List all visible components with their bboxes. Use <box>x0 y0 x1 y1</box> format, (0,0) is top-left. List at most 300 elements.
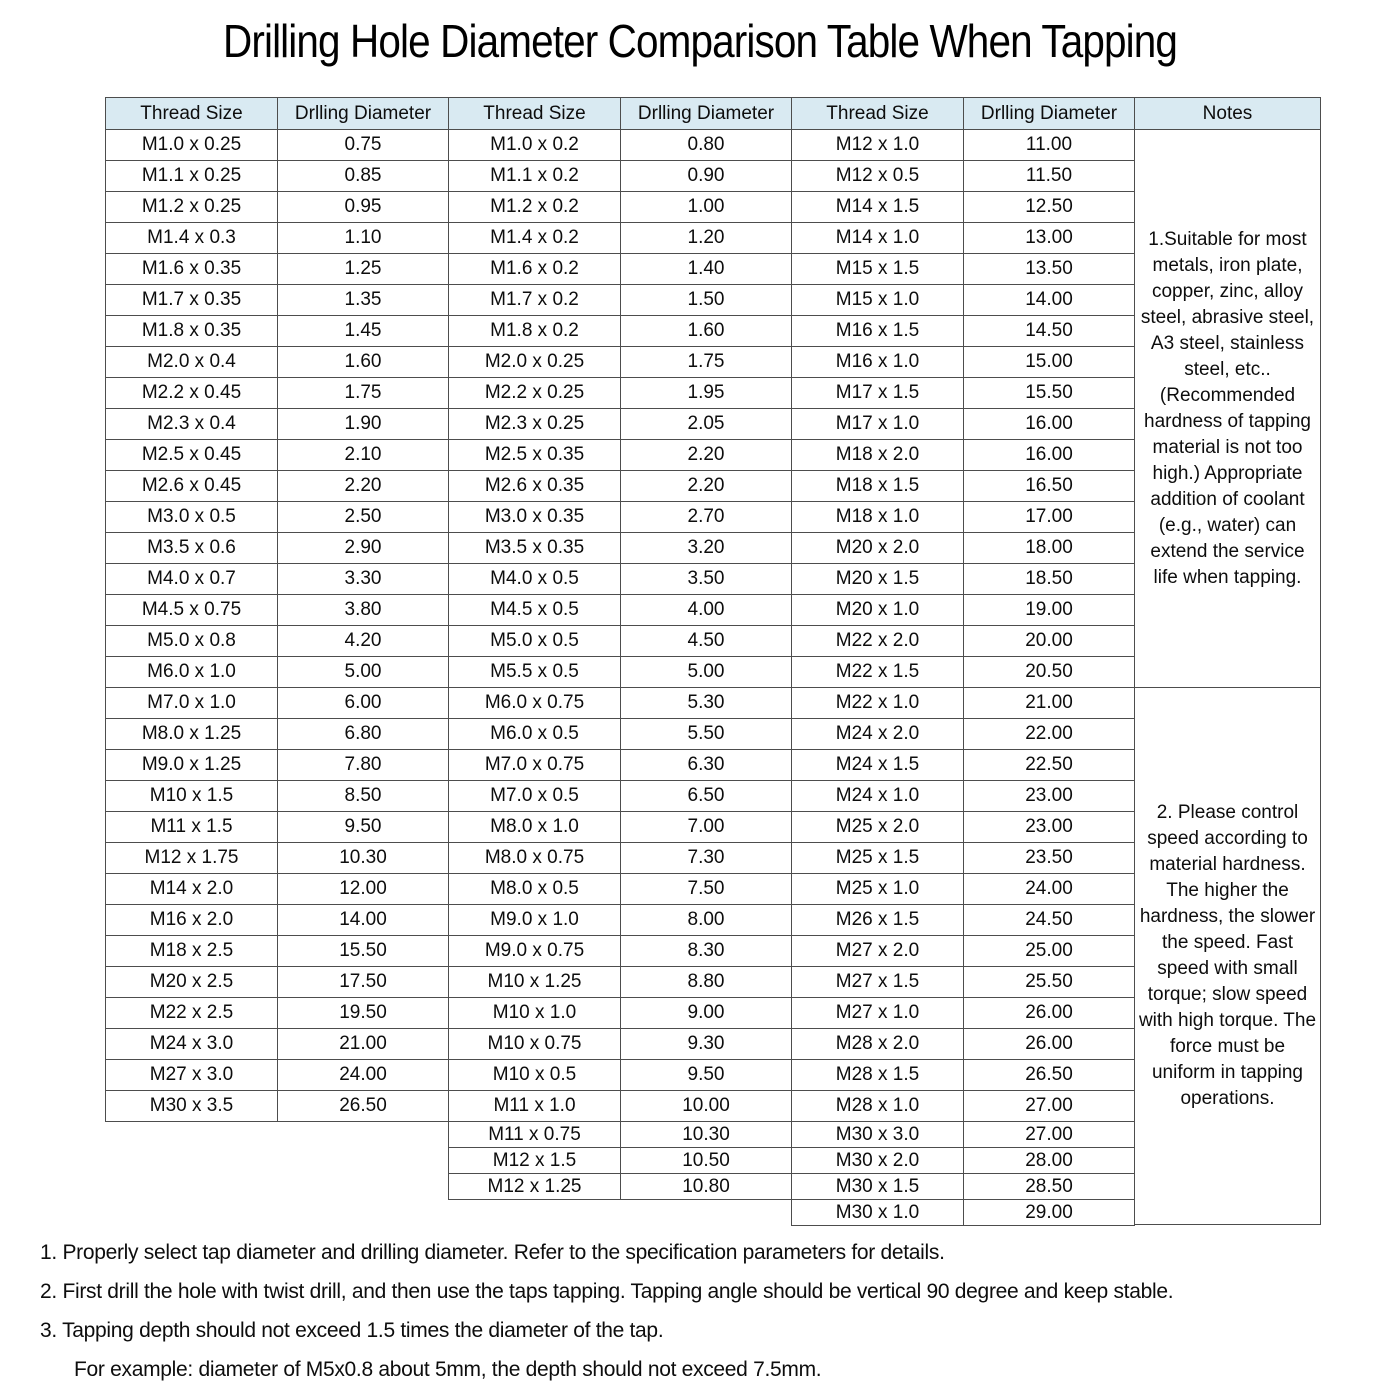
thread-size-cell: M27 x 1.5 <box>792 967 964 998</box>
drill-diameter-cell: 10.80 <box>621 1174 792 1200</box>
table-row <box>792 1029 1135 1060</box>
drill-diameter-cell: 1.60 <box>278 347 449 378</box>
header-row <box>106 98 449 130</box>
drill-diameter-cell: 11.50 <box>964 161 1135 192</box>
thread-size-cell: M27 x 2.0 <box>792 936 964 967</box>
table-row <box>449 812 792 843</box>
thread-size-cell: M6.0 x 1.0 <box>106 657 278 688</box>
drill-diameter-cell: 8.50 <box>278 781 449 812</box>
thread-size-cell: M7.0 x 0.5 <box>449 781 621 812</box>
table-row <box>449 905 792 936</box>
drill-diameter-cell: 24.50 <box>964 905 1135 936</box>
thread-size-cell: M3.5 x 0.35 <box>449 533 621 564</box>
thread-size-cell: M4.0 x 0.5 <box>449 564 621 595</box>
thread-table-group1 <box>105 97 449 1122</box>
drill-diameter-cell: 0.80 <box>621 130 792 161</box>
thread-size-cell: M30 x 3.5 <box>106 1091 278 1122</box>
table-row <box>106 223 449 254</box>
drill-diameter-cell: 1.90 <box>278 409 449 440</box>
table-row <box>449 688 792 719</box>
table-row <box>792 316 1135 347</box>
thread-size-cell: M1.1 x 0.2 <box>449 161 621 192</box>
drill-diameter-cell: 26.00 <box>964 998 1135 1029</box>
table-row <box>792 440 1135 471</box>
table-row <box>449 1148 792 1174</box>
thread-table-group2 <box>448 97 792 1200</box>
drill-diameter-cell: 2.70 <box>621 502 792 533</box>
drill-diameter-cell: 12.00 <box>278 874 449 905</box>
thread-size-cell: M14 x 1.5 <box>792 192 964 223</box>
table-row <box>792 1200 1135 1226</box>
table-row <box>449 409 792 440</box>
drill-diameter-cell: 7.00 <box>621 812 792 843</box>
drill-diameter-cell: 11.00 <box>964 130 1135 161</box>
table-row <box>106 502 449 533</box>
table-row <box>449 533 792 564</box>
drill-diameter-cell: 2.10 <box>278 440 449 471</box>
drill-diameter-cell: 22.50 <box>964 750 1135 781</box>
table-row <box>449 223 792 254</box>
thread-size-cell: M24 x 2.0 <box>792 719 964 750</box>
notes-cell-1: 1.Suitable for most metals, iron plate, copper, zinc, alloy steel, abrasive steel, A3 steel, stainless steel, etc..(Recommended hardness of tapping material is not too high.) Appropriate addition of coolant (e.g., water) can extend the service life when tapping. <box>1134 130 1321 688</box>
table-row <box>106 657 449 688</box>
thread-size-cell: M12 x 1.25 <box>449 1174 621 1200</box>
drill-diameter-cell: 14.50 <box>964 316 1135 347</box>
table-row <box>449 1029 792 1060</box>
thread-size-cell: M1.7 x 0.35 <box>106 285 278 316</box>
drill-diameter-cell: 0.85 <box>278 161 449 192</box>
footer-note-1: 1. Properly select tap diameter and drilling diameter. Refer to the specification parameters for details. <box>40 1241 945 1264</box>
drill-diameter-cell: 16.00 <box>964 440 1135 471</box>
thread-size-cell: M15 x 1.5 <box>792 254 964 285</box>
table-row <box>106 564 449 595</box>
thread-size-cell: M10 x 0.75 <box>449 1029 621 1060</box>
drill-diameter-cell: 18.00 <box>964 533 1135 564</box>
thread-size-cell: M10 x 1.5 <box>106 781 278 812</box>
thread-size-header: Thread Size <box>449 98 621 130</box>
table-row <box>792 595 1135 626</box>
table-row <box>792 471 1135 502</box>
drill-diameter-cell: 4.00 <box>621 595 792 626</box>
drill-diameter-cell: 23.00 <box>964 812 1135 843</box>
drill-diameter-cell: 1.50 <box>621 285 792 316</box>
thread-size-cell: M1.4 x 0.2 <box>449 223 621 254</box>
table-row <box>106 471 449 502</box>
drill-diameter-cell: 1.45 <box>278 316 449 347</box>
drill-diameter-cell: 7.30 <box>621 843 792 874</box>
drill-diameter-cell: 5.30 <box>621 688 792 719</box>
table-row <box>449 1174 792 1200</box>
table-row <box>792 781 1135 812</box>
thread-size-cell: M9.0 x 1.0 <box>449 905 621 936</box>
table-row <box>106 719 449 750</box>
thread-size-cell: M1.2 x 0.25 <box>106 192 278 223</box>
drill-diameter-cell: 6.00 <box>278 688 449 719</box>
table-row <box>449 781 792 812</box>
drill-diameter-cell: 25.50 <box>964 967 1135 998</box>
thread-size-cell: M4.5 x 0.5 <box>449 595 621 626</box>
drill-diameter-cell: 26.50 <box>964 1060 1135 1091</box>
table-row <box>449 161 792 192</box>
drill-diameter-cell: 1.95 <box>621 378 792 409</box>
drill-diameter-cell: 9.30 <box>621 1029 792 1060</box>
thread-size-cell: M20 x 1.0 <box>792 595 964 626</box>
table-row <box>449 471 792 502</box>
thread-size-cell: M8.0 x 0.75 <box>449 843 621 874</box>
thread-size-cell: M2.0 x 0.25 <box>449 347 621 378</box>
thread-size-cell: M22 x 2.5 <box>106 998 278 1029</box>
thread-size-cell: M2.2 x 0.25 <box>449 378 621 409</box>
table-row <box>792 998 1135 1029</box>
table-row <box>792 223 1135 254</box>
drill-diameter-cell: 10.00 <box>621 1091 792 1122</box>
table-row <box>106 1091 449 1122</box>
thread-size-cell: M2.3 x 0.4 <box>106 409 278 440</box>
notes-column <box>1134 97 1321 1225</box>
notes-header: Notes <box>1134 97 1321 130</box>
thread-size-cell: M20 x 2.0 <box>792 533 964 564</box>
table-row <box>449 316 792 347</box>
table-row <box>106 409 449 440</box>
thread-size-cell: M1.8 x 0.35 <box>106 316 278 347</box>
drill-diameter-cell: 9.50 <box>621 1060 792 1091</box>
drill-diameter-cell: 5.50 <box>621 719 792 750</box>
drill-diameter-cell: 16.00 <box>964 409 1135 440</box>
drill-diameter-cell: 6.50 <box>621 781 792 812</box>
table-row <box>106 254 449 285</box>
thread-size-cell: M1.8 x 0.2 <box>449 316 621 347</box>
table-row <box>106 905 449 936</box>
drill-diameter-cell: 3.20 <box>621 533 792 564</box>
table-row <box>792 1122 1135 1148</box>
drill-diameter-cell: 5.00 <box>278 657 449 688</box>
thread-size-cell: M1.7 x 0.2 <box>449 285 621 316</box>
table-row <box>792 254 1135 285</box>
table-row <box>449 874 792 905</box>
drill-diameter-cell: 12.50 <box>964 192 1135 223</box>
table-row <box>792 564 1135 595</box>
table-row <box>106 285 449 316</box>
thread-size-cell: M20 x 1.5 <box>792 564 964 595</box>
thread-size-cell: M6.0 x 0.5 <box>449 719 621 750</box>
table-row <box>792 1174 1135 1200</box>
table-row <box>792 1060 1135 1091</box>
thread-size-cell: M3.0 x 0.5 <box>106 502 278 533</box>
table-row <box>106 843 449 874</box>
drill-diameter-cell: 1.00 <box>621 192 792 223</box>
table-row <box>106 192 449 223</box>
thread-size-cell: M25 x 1.5 <box>792 843 964 874</box>
table-row <box>106 936 449 967</box>
drill-diameter-cell: 3.30 <box>278 564 449 595</box>
thread-size-cell: M1.6 x 0.2 <box>449 254 621 285</box>
drill-diameter-cell: 8.30 <box>621 936 792 967</box>
thread-size-cell: M2.5 x 0.45 <box>106 440 278 471</box>
drill-diameter-cell: 22.00 <box>964 719 1135 750</box>
drill-diameter-cell: 15.50 <box>278 936 449 967</box>
thread-size-cell: M12 x 1.0 <box>792 130 964 161</box>
table-row <box>449 595 792 626</box>
drill-diameter-cell: 4.50 <box>621 626 792 657</box>
table-row <box>449 750 792 781</box>
drill-diameter-cell: 1.35 <box>278 285 449 316</box>
table-row <box>449 843 792 874</box>
table-row <box>449 1060 792 1091</box>
drill-diameter-cell: 5.00 <box>621 657 792 688</box>
thread-size-cell: M22 x 2.0 <box>792 626 964 657</box>
table-row <box>792 409 1135 440</box>
thread-size-cell: M12 x 1.5 <box>449 1148 621 1174</box>
table-row <box>449 626 792 657</box>
drill-diameter-cell: 14.00 <box>964 285 1135 316</box>
drilling-diameter-header: Drlling Diameter <box>964 98 1135 130</box>
drill-diameter-cell: 29.00 <box>964 1200 1135 1226</box>
thread-size-cell: M2.5 x 0.35 <box>449 440 621 471</box>
table-row <box>449 347 792 378</box>
table-row <box>792 285 1135 316</box>
table-row <box>449 998 792 1029</box>
thread-size-cell: M10 x 0.5 <box>449 1060 621 1091</box>
table-row <box>106 967 449 998</box>
thread-size-cell: M4.0 x 0.7 <box>106 564 278 595</box>
table-row <box>106 1060 449 1091</box>
drill-diameter-cell: 8.80 <box>621 967 792 998</box>
drilling-diameter-header: Drlling Diameter <box>621 98 792 130</box>
drill-diameter-cell: 25.00 <box>964 936 1135 967</box>
thread-size-cell: M16 x 1.5 <box>792 316 964 347</box>
thread-size-cell: M1.4 x 0.3 <box>106 223 278 254</box>
thread-size-cell: M7.0 x 0.75 <box>449 750 621 781</box>
drill-diameter-cell: 14.00 <box>278 905 449 936</box>
thread-size-cell: M5.5 x 0.5 <box>449 657 621 688</box>
table-row <box>792 905 1135 936</box>
drill-diameter-cell: 24.00 <box>278 1060 449 1091</box>
thread-size-cell: M8.0 x 1.0 <box>449 812 621 843</box>
table-row <box>792 130 1135 161</box>
drill-diameter-cell: 1.75 <box>621 347 792 378</box>
drill-diameter-cell: 28.00 <box>964 1148 1135 1174</box>
thread-size-cell: M22 x 1.5 <box>792 657 964 688</box>
thread-size-cell: M30 x 3.0 <box>792 1122 964 1148</box>
table-row <box>792 874 1135 905</box>
drill-diameter-cell: 6.30 <box>621 750 792 781</box>
table-row <box>449 285 792 316</box>
table-row <box>792 502 1135 533</box>
table-row <box>449 378 792 409</box>
table-row <box>792 347 1135 378</box>
thread-size-cell: M30 x 1.5 <box>792 1174 964 1200</box>
drill-diameter-cell: 7.50 <box>621 874 792 905</box>
thread-size-cell: M1.1 x 0.25 <box>106 161 278 192</box>
thread-size-cell: M28 x 1.0 <box>792 1091 964 1122</box>
drill-diameter-cell: 23.00 <box>964 781 1135 812</box>
table-row <box>106 1029 449 1060</box>
drill-diameter-cell: 8.00 <box>621 905 792 936</box>
footer-note-example: For example: diameter of M5x0.8 about 5mm, the depth should not exceed 7.5mm. <box>74 1358 822 1381</box>
thread-size-cell: M25 x 2.0 <box>792 812 964 843</box>
thread-size-cell: M24 x 1.0 <box>792 781 964 812</box>
drill-diameter-cell: 17.50 <box>278 967 449 998</box>
drill-diameter-cell: 19.00 <box>964 595 1135 626</box>
footer-note-3: 3. Tapping depth should not exceed 1.5 times the diameter of the tap. <box>40 1319 664 1342</box>
drill-diameter-cell: 2.20 <box>278 471 449 502</box>
thread-size-cell: M5.0 x 0.8 <box>106 626 278 657</box>
thread-size-cell: M14 x 2.0 <box>106 874 278 905</box>
drill-diameter-cell: 20.50 <box>964 657 1135 688</box>
drill-diameter-cell: 16.50 <box>964 471 1135 502</box>
table-row <box>106 161 449 192</box>
table-row <box>449 1122 792 1148</box>
thread-size-cell: M27 x 3.0 <box>106 1060 278 1091</box>
drill-diameter-cell: 19.50 <box>278 998 449 1029</box>
thread-size-cell: M30 x 1.0 <box>792 1200 964 1226</box>
drill-diameter-cell: 15.00 <box>964 347 1135 378</box>
table-row <box>792 1091 1135 1122</box>
thread-size-cell: M18 x 1.5 <box>792 471 964 502</box>
drilling-diameter-header: Drlling Diameter <box>278 98 449 130</box>
table-row <box>106 750 449 781</box>
notes-cell-2: 2. Please control speed according to material hardness. The higher the hardness, the slower the speed. Fast speed with small torque; slow speed with high torque. The force must be uniform in tapping operations. <box>1134 688 1321 1225</box>
thread-size-cell: M17 x 1.0 <box>792 409 964 440</box>
drill-diameter-cell: 15.50 <box>964 378 1135 409</box>
thread-size-cell: M4.5 x 0.75 <box>106 595 278 626</box>
table-row <box>449 1091 792 1122</box>
thread-size-cell: M1.0 x 0.2 <box>449 130 621 161</box>
table-row <box>106 781 449 812</box>
thread-size-cell: M9.0 x 0.75 <box>449 936 621 967</box>
drill-diameter-cell: 1.40 <box>621 254 792 285</box>
thread-size-cell: M26 x 1.5 <box>792 905 964 936</box>
drill-diameter-cell: 24.00 <box>964 874 1135 905</box>
thread-size-cell: M2.0 x 0.4 <box>106 347 278 378</box>
drill-diameter-cell: 1.20 <box>621 223 792 254</box>
footer-notes <box>40 1238 1370 1394</box>
table-row <box>106 130 449 161</box>
drill-diameter-cell: 10.30 <box>278 843 449 874</box>
table-row <box>106 812 449 843</box>
thread-size-cell: M20 x 2.5 <box>106 967 278 998</box>
thread-size-cell: M18 x 2.5 <box>106 936 278 967</box>
table-row <box>792 750 1135 781</box>
table-row <box>792 936 1135 967</box>
drill-diameter-cell: 6.80 <box>278 719 449 750</box>
thread-size-cell: M1.0 x 0.25 <box>106 130 278 161</box>
thread-size-cell: M17 x 1.5 <box>792 378 964 409</box>
thread-size-cell: M2.6 x 0.45 <box>106 471 278 502</box>
thread-size-cell: M6.0 x 0.75 <box>449 688 621 719</box>
table-row <box>106 874 449 905</box>
drill-diameter-cell: 0.90 <box>621 161 792 192</box>
drill-diameter-cell: 1.10 <box>278 223 449 254</box>
drill-diameter-cell: 10.30 <box>621 1122 792 1148</box>
thread-size-cell: M10 x 1.0 <box>449 998 621 1029</box>
thread-size-header: Thread Size <box>106 98 278 130</box>
thread-size-cell: M10 x 1.25 <box>449 967 621 998</box>
table-row <box>106 998 449 1029</box>
thread-table-group3 <box>791 97 1135 1226</box>
drill-diameter-cell: 27.00 <box>964 1091 1135 1122</box>
drill-diameter-cell: 7.80 <box>278 750 449 781</box>
table-row <box>792 378 1135 409</box>
thread-size-cell: M11 x 1.5 <box>106 812 278 843</box>
drill-diameter-cell: 2.20 <box>621 471 792 502</box>
thread-size-cell: M1.6 x 0.35 <box>106 254 278 285</box>
thread-size-cell: M24 x 3.0 <box>106 1029 278 1060</box>
drill-diameter-cell: 2.90 <box>278 533 449 564</box>
drill-diameter-cell: 1.60 <box>621 316 792 347</box>
table-row <box>106 626 449 657</box>
table-row <box>106 440 449 471</box>
drill-diameter-cell: 3.50 <box>621 564 792 595</box>
table-row <box>792 626 1135 657</box>
thread-size-cell: M3.0 x 0.35 <box>449 502 621 533</box>
thread-size-cell: M8.0 x 1.25 <box>106 719 278 750</box>
table-row <box>792 161 1135 192</box>
drill-diameter-cell: 23.50 <box>964 843 1135 874</box>
thread-size-cell: M16 x 1.0 <box>792 347 964 378</box>
drill-diameter-cell: 28.50 <box>964 1174 1135 1200</box>
thread-size-cell: M15 x 1.0 <box>792 285 964 316</box>
drill-diameter-cell: 4.20 <box>278 626 449 657</box>
table-row <box>449 936 792 967</box>
thread-size-cell: M7.0 x 1.0 <box>106 688 278 719</box>
drill-diameter-cell: 1.25 <box>278 254 449 285</box>
table-row <box>106 533 449 564</box>
drill-diameter-cell: 3.80 <box>278 595 449 626</box>
table-row <box>449 130 792 161</box>
thread-size-cell: M25 x 1.0 <box>792 874 964 905</box>
drill-diameter-cell: 9.00 <box>621 998 792 1029</box>
thread-size-cell: M16 x 2.0 <box>106 905 278 936</box>
thread-size-cell: M18 x 1.0 <box>792 502 964 533</box>
thread-size-cell: M3.5 x 0.6 <box>106 533 278 564</box>
drill-diameter-cell: 18.50 <box>964 564 1135 595</box>
table-row <box>449 657 792 688</box>
table-row <box>106 688 449 719</box>
thread-size-cell: M11 x 0.75 <box>449 1122 621 1148</box>
table-row <box>106 378 449 409</box>
table-row <box>449 192 792 223</box>
thread-size-cell: M28 x 2.0 <box>792 1029 964 1060</box>
footer-note-2: 2. First drill the hole with twist drill, and then use the taps tapping. Tapping angle should be vertical 90 degree and keep stable. <box>40 1280 1174 1303</box>
table-row <box>792 657 1135 688</box>
drill-diameter-cell: 2.20 <box>621 440 792 471</box>
drill-diameter-cell: 13.50 <box>964 254 1135 285</box>
thread-size-cell: M9.0 x 1.25 <box>106 750 278 781</box>
thread-size-cell: M8.0 x 0.5 <box>449 874 621 905</box>
thread-size-cell: M28 x 1.5 <box>792 1060 964 1091</box>
drill-diameter-cell: 1.75 <box>278 378 449 409</box>
table-row <box>792 688 1135 719</box>
header-row <box>449 98 792 130</box>
drill-diameter-cell: 17.00 <box>964 502 1135 533</box>
thread-size-cell: M2.2 x 0.45 <box>106 378 278 409</box>
drill-diameter-cell: 26.50 <box>278 1091 449 1122</box>
table-row <box>449 254 792 285</box>
drill-diameter-cell: 2.05 <box>621 409 792 440</box>
table-row <box>449 440 792 471</box>
thread-size-cell: M24 x 1.5 <box>792 750 964 781</box>
drill-diameter-cell: 26.00 <box>964 1029 1135 1060</box>
drill-diameter-cell: 2.50 <box>278 502 449 533</box>
table-row <box>792 1148 1135 1174</box>
thread-size-cell: M5.0 x 0.5 <box>449 626 621 657</box>
table-row <box>449 719 792 750</box>
drill-diameter-cell: 21.00 <box>278 1029 449 1060</box>
drill-diameter-cell: 10.50 <box>621 1148 792 1174</box>
drill-diameter-cell: 9.50 <box>278 812 449 843</box>
thread-size-cell: M22 x 1.0 <box>792 688 964 719</box>
